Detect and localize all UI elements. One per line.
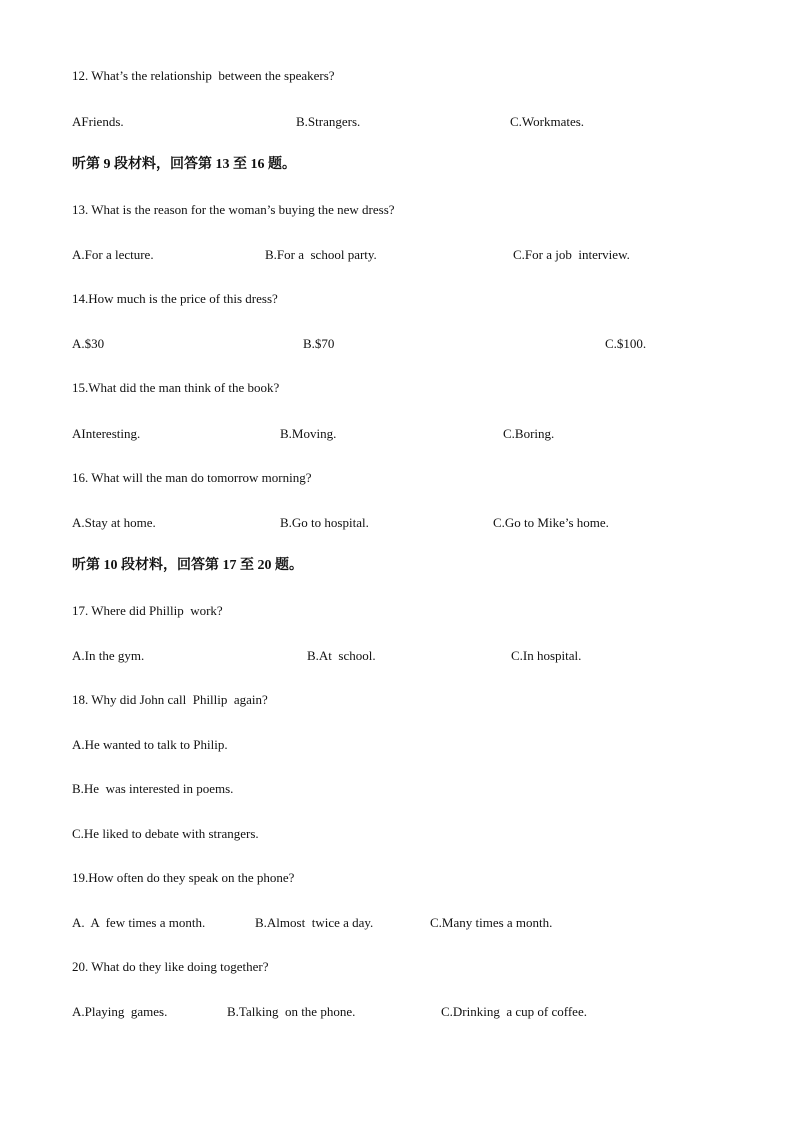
- q18-option-a: A.He wanted to talk to Philip.: [72, 737, 228, 752]
- q18-option-b: B.He was interested in poems.: [72, 781, 234, 796]
- q18-option-c: C.He liked to debate with strangers.: [72, 826, 259, 841]
- q17-option-a: A.In the gym.: [72, 648, 145, 663]
- q15-option-c: C.Boring.: [503, 426, 555, 441]
- q20-option-a: A.Playing games.: [72, 1004, 168, 1019]
- question-13: 13. What is the reason for the woman’s buying the new dress?: [72, 202, 395, 217]
- question-19: 19.How often do they speak on the phone?: [72, 870, 295, 885]
- q19-option-a: A. A few times a month.: [72, 915, 206, 930]
- q12-option-c: C.Workmates.: [510, 114, 585, 129]
- question-15: 15.What did the man think of the book?: [72, 380, 280, 395]
- q14-option-b: B.$70: [303, 336, 335, 351]
- q13-option-a: A.For a lecture.: [72, 247, 154, 262]
- question-20: 20. What do they like doing together?: [72, 959, 269, 974]
- question-17: 17. Where did Phillip work?: [72, 603, 223, 618]
- q15-option-b: B.Moving.: [280, 426, 337, 441]
- q20-option-b: B.Talking on the phone.: [227, 1004, 356, 1019]
- q19-option-c: C.Many times a month.: [430, 915, 553, 930]
- question-12: 12. What’s the relationship between the speakers?: [72, 68, 335, 83]
- q14-option-a: A.$30: [72, 336, 105, 351]
- q16-option-b: B.Go to hospital.: [280, 515, 369, 530]
- q12-option-b: B.Strangers.: [296, 114, 361, 129]
- question-16: 16. What will the man do tomorrow morning?: [72, 470, 312, 485]
- q17-option-b: B.At school.: [307, 648, 376, 663]
- section-10-heading: 听第 10 段材料，回答第 17 至 20 题。: [72, 558, 303, 573]
- q12-option-a: AFriends.: [72, 114, 124, 129]
- question-18: 18. Why did John call Phillip again?: [72, 692, 268, 707]
- q17-option-c: C.In hospital.: [511, 648, 582, 663]
- q13-option-c: C.For a job interview.: [513, 247, 630, 262]
- q19-option-b: B.Almost twice a day.: [255, 915, 374, 930]
- q13-option-b: B.For a school party.: [265, 247, 377, 262]
- question-14: 14.How much is the price of this dress?: [72, 291, 278, 306]
- q16-option-c: C.Go to Mike’s home.: [493, 515, 609, 530]
- q15-option-a: AInteresting.: [72, 426, 141, 441]
- section-9-heading: 听第 9 段材料，回答第 13 至 16 题。: [72, 157, 296, 172]
- q14-option-c: C.$100.: [605, 336, 647, 351]
- q16-option-a: A.Stay at home.: [72, 515, 156, 530]
- q20-option-c: C.Drinking a cup of coffee.: [441, 1004, 587, 1019]
